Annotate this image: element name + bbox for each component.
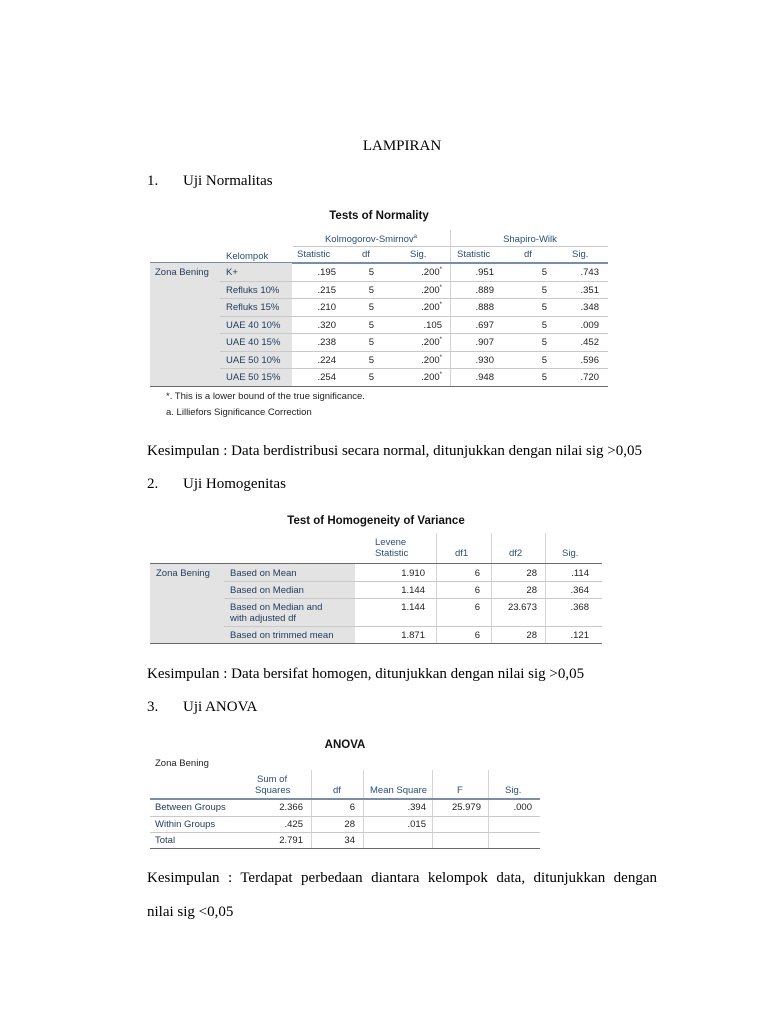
conclusion-3-line-1: Kesimpulan : Terdapat perbedaan diantara kelompok data, ditunjukkan dengan (147, 870, 657, 886)
col-levene-2: Statistic (375, 548, 409, 559)
col-sw-sig: Sig. (572, 249, 589, 260)
normality-row-label: Refluks 15% (226, 302, 280, 313)
normality-row-label: Refluks 10% (226, 284, 280, 296)
sw-df-value: 5 (541, 319, 547, 331)
normality-row-label: UAE 50 15% (226, 372, 281, 383)
normality-row-label: UAE 40 15% (226, 337, 281, 348)
ks-sig-value: .200* (421, 302, 442, 314)
ks-statistic-value: .210 (317, 302, 336, 313)
col-sw-statistic: Statistic (457, 249, 491, 260)
sw-sig-value: .452 (580, 337, 599, 348)
levene-statistic-value: 1.144 (401, 585, 425, 596)
ks-df-value: 5 (368, 372, 374, 383)
sw-sig-value: .348 (580, 302, 599, 313)
section-1-number: 1. (147, 173, 159, 189)
col-ss-2: Squares (255, 785, 291, 796)
sw-statistic-value: .697 (475, 319, 494, 331)
col-levene-1: Levene (375, 537, 407, 548)
anova-row-label: Within Groups (155, 818, 216, 830)
section-3-number: 3. (147, 699, 159, 715)
sw-statistic-value: .907 (475, 337, 494, 348)
sw-sig-value: .743 (580, 267, 599, 278)
df1-value: 6 (474, 568, 480, 579)
df1-value: 6 (474, 630, 480, 641)
normality-row-group: Zona Bening (155, 267, 209, 278)
normality-row-label: UAE 40 10% (226, 319, 281, 331)
ks-df-value: 5 (368, 319, 374, 331)
ks-df-value: 5 (368, 267, 374, 278)
anova-df-value: 34 (344, 835, 355, 846)
sw-df-value: 5 (541, 354, 547, 366)
ks-df-value: 5 (368, 337, 374, 348)
homogeneity-row-group: Zona Bening (156, 568, 210, 579)
normality-row-label: K+ (226, 267, 238, 278)
ks-statistic-value: .215 (317, 284, 336, 296)
anova-subtitle: Zona Bening (155, 758, 209, 769)
levene-statistic-value: 1.910 (401, 568, 425, 579)
anova-df-value: 28 (344, 818, 355, 830)
df2-value: 28 (526, 568, 537, 579)
anova-df-value: 6 (349, 802, 355, 813)
normality-footnote-1: *. This is a lower bound of the true significance. (166, 391, 365, 402)
homogeneity-sig-value: .368 (570, 602, 589, 613)
col-kelompok: Kelompok (226, 251, 269, 262)
ks-df-value: 5 (368, 284, 374, 296)
conclusion-3-line-2: nilai sig <0,05 (147, 904, 234, 920)
sw-header: Shapiro-Wilk (503, 234, 557, 245)
col-sw-df: df (524, 249, 532, 260)
conclusion-2: Kesimpulan : Data bersifat homogen, ditunjukkan dengan nilai sig >0,05 (147, 666, 585, 682)
anova-sig-value: .000 (513, 802, 532, 813)
sw-statistic-value: .889 (475, 284, 494, 296)
ks-statistic-value: .238 (317, 337, 336, 348)
sw-df-value: 5 (541, 267, 547, 278)
sw-sig-value: .596 (580, 354, 599, 366)
sw-statistic-value: .948 (475, 372, 494, 383)
ks-statistic-value: .320 (317, 319, 336, 331)
normality-footnote-2: a. Lilliefors Significance Correction (166, 407, 312, 418)
col-ss-1: Sum of (257, 774, 288, 785)
df1-value: 6 (474, 602, 480, 613)
homogeneity-sig-value: .121 (570, 630, 589, 641)
sw-statistic-value: .951 (475, 267, 494, 278)
ks-sig-value: .200* (421, 337, 442, 349)
sum-of-squares-value: .425 (284, 818, 303, 830)
f-value: 25.979 (451, 802, 481, 813)
ks-sig-value: .200* (421, 372, 442, 384)
ks-header: Kolmogorov-Smirnov$^a$ (324, 234, 418, 246)
col-sig: Sig. (562, 548, 579, 559)
levene-statistic-value: 1.144 (401, 602, 425, 613)
ks-df-value: 5 (368, 354, 374, 366)
normality-table-title: Tests of Normality (329, 210, 429, 222)
ks-statistic-value: .195 (317, 267, 336, 278)
section-3-heading: Uji ANOVA (183, 699, 258, 715)
anova-table-title: ANOVA (324, 739, 366, 751)
col-mean-square: Mean Square (370, 785, 428, 796)
normality-row-label: UAE 50 10% (226, 354, 281, 366)
levene-statistic-value: 1.871 (401, 630, 425, 641)
homogeneity-row-label: Based on Median and (230, 602, 323, 613)
mean-square-value: .015 (407, 818, 426, 830)
section-2-number: 2. (147, 476, 159, 492)
sw-df-value: 5 (541, 337, 547, 348)
homogeneity-row-label: Based on trimmed mean (230, 630, 334, 641)
homogeneity-row-label: Based on Median (230, 585, 304, 596)
ks-sig-value: .200* (421, 354, 442, 366)
homogeneity-sig-value: .364 (570, 585, 589, 596)
df2-value: 28 (526, 585, 537, 596)
ks-statistic-value: .224 (317, 354, 336, 366)
homogeneity-row-label-line-2: with adjusted df (230, 613, 297, 624)
df2-value: 23.673 (507, 602, 537, 613)
sum-of-squares-value: 2.366 (279, 802, 303, 813)
section-1-heading: Uji Normalitas (183, 173, 273, 189)
ks-sig-value: .200* (421, 267, 442, 279)
sw-statistic-value: .930 (475, 354, 494, 366)
mean-square-value: .394 (407, 802, 426, 813)
anova-row-label: Total (155, 835, 176, 846)
sw-df-value: 5 (541, 372, 547, 383)
col-ks-sig: Sig. (410, 249, 427, 260)
ks-df-value: 5 (368, 302, 374, 313)
col-f: F (457, 785, 463, 796)
page-title: LAMPIRAN (362, 138, 442, 154)
sw-sig-value: .351 (580, 284, 599, 296)
df1-value: 6 (474, 585, 480, 596)
sw-statistic-value: .888 (475, 302, 494, 313)
anova-row-label: Between Groups (155, 802, 226, 813)
conclusion-1: Kesimpulan : Data berdistribusi secara normal, ditunjukkan dengan nilai sig >0,05 (147, 443, 643, 459)
homogeneity-table-title: Test of Homogeneity of Variance (287, 515, 465, 527)
col-df1: df1 (455, 548, 469, 559)
ks-statistic-value: .254 (317, 372, 336, 383)
homogeneity-row-label: Based on Mean (230, 568, 297, 579)
sum-of-squares-value: 2.791 (279, 835, 303, 846)
col-anova-sig: Sig. (505, 785, 522, 796)
ks-sig-value: .200* (421, 284, 442, 296)
sw-sig-value: .720 (580, 372, 599, 383)
col-df: df (333, 785, 341, 796)
homogeneity-sig-value: .114 (571, 568, 589, 579)
sw-sig-value: .009 (580, 319, 599, 331)
sw-df-value: 5 (541, 284, 547, 296)
section-2-heading: Uji Homogenitas (183, 476, 286, 492)
col-ks-df: df (362, 249, 370, 260)
col-ks-statistic: Statistic (297, 249, 331, 260)
df2-value: 28 (526, 630, 537, 641)
sw-df-value: 5 (541, 302, 547, 313)
ks-sig-value: .105 (423, 319, 442, 331)
col-df2: df2 (509, 548, 523, 559)
